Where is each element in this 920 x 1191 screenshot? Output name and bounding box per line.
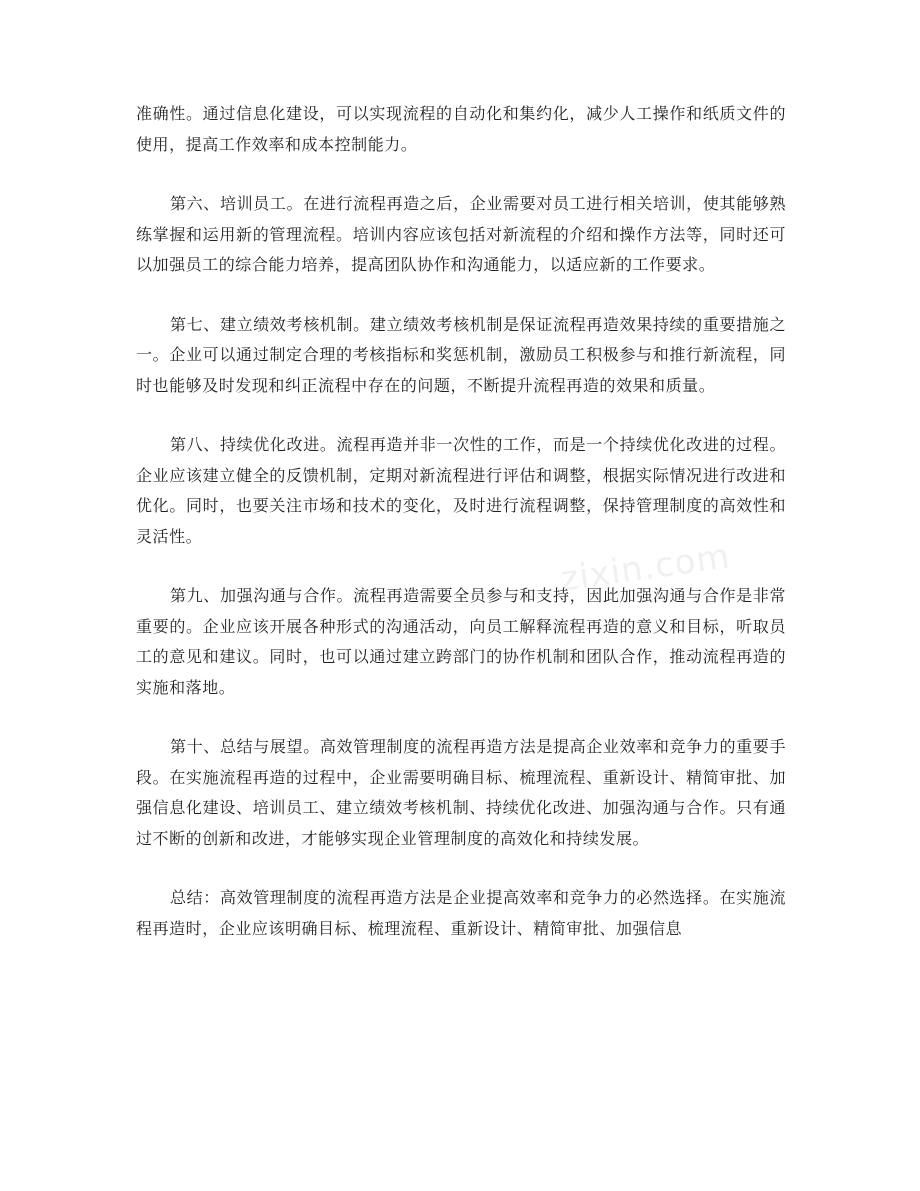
paragraph-training-staff: 第六、培训员工。在进行流程再造之后，企业需要对员工进行相关培训，使其能够熟练掌握和运用新的管理流程。培训内容应该包括对新流程的介绍和操作方法等，同时还可以加强员工的综合能力培养，提高团队协作和沟通能力，以适应新的工作要求。 xyxy=(136,194,786,274)
paragraph-summary-outlook: 第十、总结与展望。高效管理制度的流程再造方法是提高企业效率和竞争力的重要手段。在实施流程再造的过程中，企业需要明确目标、梳理流程、重新设计、精简审批、加强信息化建设、培训员工、建立绩效考核机制、持续优化改进、加强沟通与合作。只有通过不断的创新和改进，才能够实现企业管理制度的高效化和持续发展。 xyxy=(136,737,786,848)
paragraph-conclusion: 总结：高效管理制度的流程再造方法是企业提高效率和竞争力的必然选择。在实施流程再造时，企业应该明确目标、梳理流程、重新设计、精简审批、加强信息 xyxy=(136,888,786,938)
watermark-text: zixin.com xyxy=(558,536,733,600)
paragraph-continuation: 准确性。通过信息化建设，可以实现流程的自动化和集约化，减少人工操作和纸质文件的使用，提高工作效率和成本控制能力。 xyxy=(136,104,786,154)
paragraph-continuous-improvement: 第八、持续优化改进。流程再造并非一次性的工作，而是一个持续优化改进的过程。企业应该建立健全的反馈机制，定期对新流程进行评估和调整，根据实际情况进行改进和优化。同时，也要关注市场和技术的变化，及时进行流程调整，保持管理制度的高效性和灵活性。 xyxy=(136,435,786,546)
paragraph-communication: 第九、加强沟通与合作。流程再造需要全员参与和支持，因此加强沟通与合作是非常重要的。企业应该开展各种形式的沟通活动，向员工解释流程再造的意义和目标，听取员工的意见和建议。同时，也可以通过建立跨部门的协作机制和团队合作，推动流程再造的实施和落地。 xyxy=(136,586,786,697)
paragraph-performance-review: 第七、建立绩效考核机制。建立绩效考核机制是保证流程再造效果持续的重要措施之一。企业可以通过制定合理的考核指标和奖惩机制，激励员工积极参与和推行新流程，同时也能够及时发现和纠正流程中存在的问题，不断提升流程再造的效果和质量。 xyxy=(136,314,786,395)
document-body xyxy=(136,99,786,973)
